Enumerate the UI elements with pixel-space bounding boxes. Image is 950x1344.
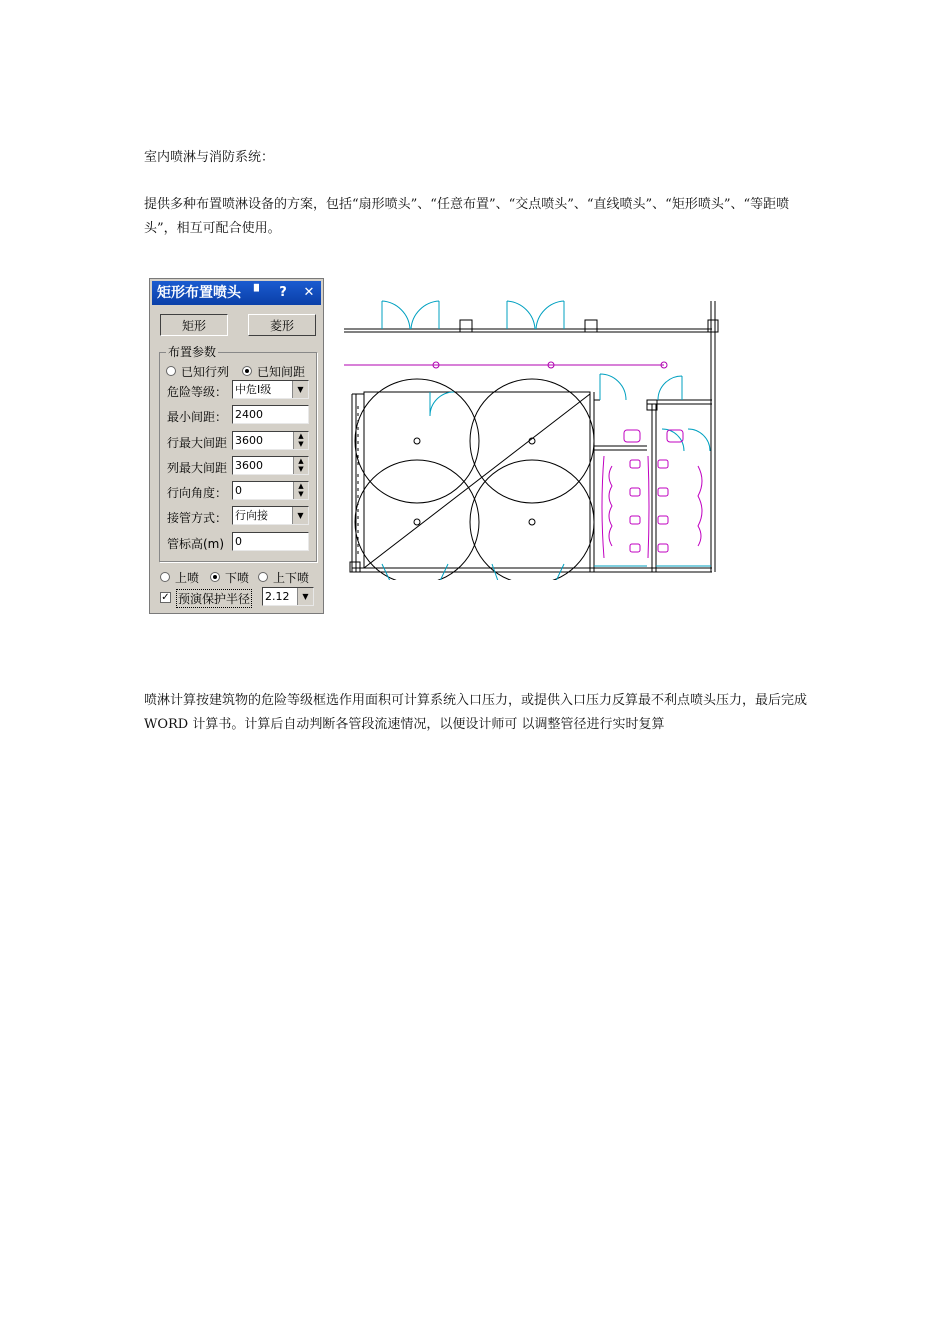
chevron-down-icon[interactable]: ▼ — [292, 507, 308, 524]
preview-radius-label: 预演保护半径 — [176, 589, 252, 608]
chevron-down-icon[interactable]: ▼ — [292, 381, 308, 398]
min-spacing-value: 2400 — [235, 408, 263, 421]
elevation-input[interactable] — [232, 532, 309, 551]
radio-known-spacing[interactable] — [242, 366, 252, 376]
pipe-mode-value: 行向接 — [235, 509, 268, 522]
dialog-titlebar[interactable] — [152, 281, 321, 305]
angle-value: 0 — [235, 484, 242, 497]
dialog-title: 矩形布置喷头 — [157, 285, 241, 301]
radio-known-spacing-label: 已知间距 — [257, 365, 306, 379]
tab-diamond[interactable]: 菱形 — [248, 314, 316, 336]
pin-icon[interactable]: ▘ — [254, 285, 264, 300]
radius-select[interactable] — [262, 587, 314, 606]
chevron-down-icon[interactable]: ▼ — [297, 588, 313, 605]
elevation-label: 管标高(m) — [167, 537, 225, 551]
radio-known-rows-label: 已知行列 — [181, 365, 230, 379]
col-max-input[interactable] — [232, 456, 309, 475]
spinner-icon[interactable]: ▲ ▼ — [293, 457, 308, 474]
hazard-select[interactable] — [232, 380, 309, 399]
col-max-label: 列最大间距 — [167, 461, 228, 475]
radio-spray-up[interactable] — [160, 572, 170, 582]
rect-sprinkler-dialog — [149, 278, 324, 614]
spinner-icon[interactable]: ▲ ▼ — [293, 482, 308, 499]
help-button[interactable]: ? — [279, 285, 287, 300]
radio-spray-up-label: 上喷 — [175, 571, 200, 585]
intro-paragraph: 提供多种布置喷淋设备的方案，包括“扇形喷头”、“任意布置”、“交点喷头”、“直线喷头”、“矩形喷头”、“等距喷头”，相互可配合使用。 — [144, 197, 790, 236]
pipe-mode-select[interactable] — [232, 506, 309, 525]
angle-input[interactable] — [232, 481, 309, 500]
preview-radius-checkbox[interactable]: ✓ — [161, 592, 170, 603]
sprinkler-layout-plan — [342, 296, 722, 580]
col-max-value: 3600 — [235, 459, 263, 472]
close-button[interactable]: ✕ — [303, 285, 315, 300]
radio-spray-both-label: 上下喷 — [273, 571, 310, 585]
radio-spray-down[interactable] — [210, 572, 220, 582]
pipe-mode-label: 接管方式： — [167, 511, 228, 525]
radius-value: 2.12 — [265, 590, 290, 603]
row-max-label: 行最大间距 — [167, 436, 228, 450]
hazard-label: 危险等级： — [167, 385, 228, 399]
section-title: 室内喷淋与消防系统： — [144, 150, 275, 165]
min-spacing-label: 最小间距： — [167, 410, 228, 424]
radio-known-rows[interactable] — [166, 366, 176, 376]
elevation-value: 0 — [235, 535, 242, 548]
min-spacing-input[interactable] — [232, 405, 309, 424]
calc-paragraph: 喷淋计算按建筑物的危险等级框选作用面积可计算系统入口压力，或提供入口压力反算最不利点喷头压力，最后完成 WORD 计算书。计算后自动判断各管段流速情况，以便设计师可 以调整管径进行实时复算 — [144, 693, 808, 732]
hazard-value: 中危Ⅰ级 — [235, 383, 272, 396]
spinner-icon[interactable]: ▲ ▼ — [293, 432, 308, 449]
radio-spray-down-label: 下喷 — [225, 571, 250, 585]
radio-spray-both[interactable] — [258, 572, 268, 582]
angle-label: 行向角度： — [167, 486, 228, 500]
tab-rectangle[interactable]: 矩形 — [160, 314, 228, 336]
group-legend: 布置参数 — [168, 345, 217, 359]
row-max-value: 3600 — [235, 434, 263, 447]
row-max-input[interactable] — [232, 431, 309, 450]
